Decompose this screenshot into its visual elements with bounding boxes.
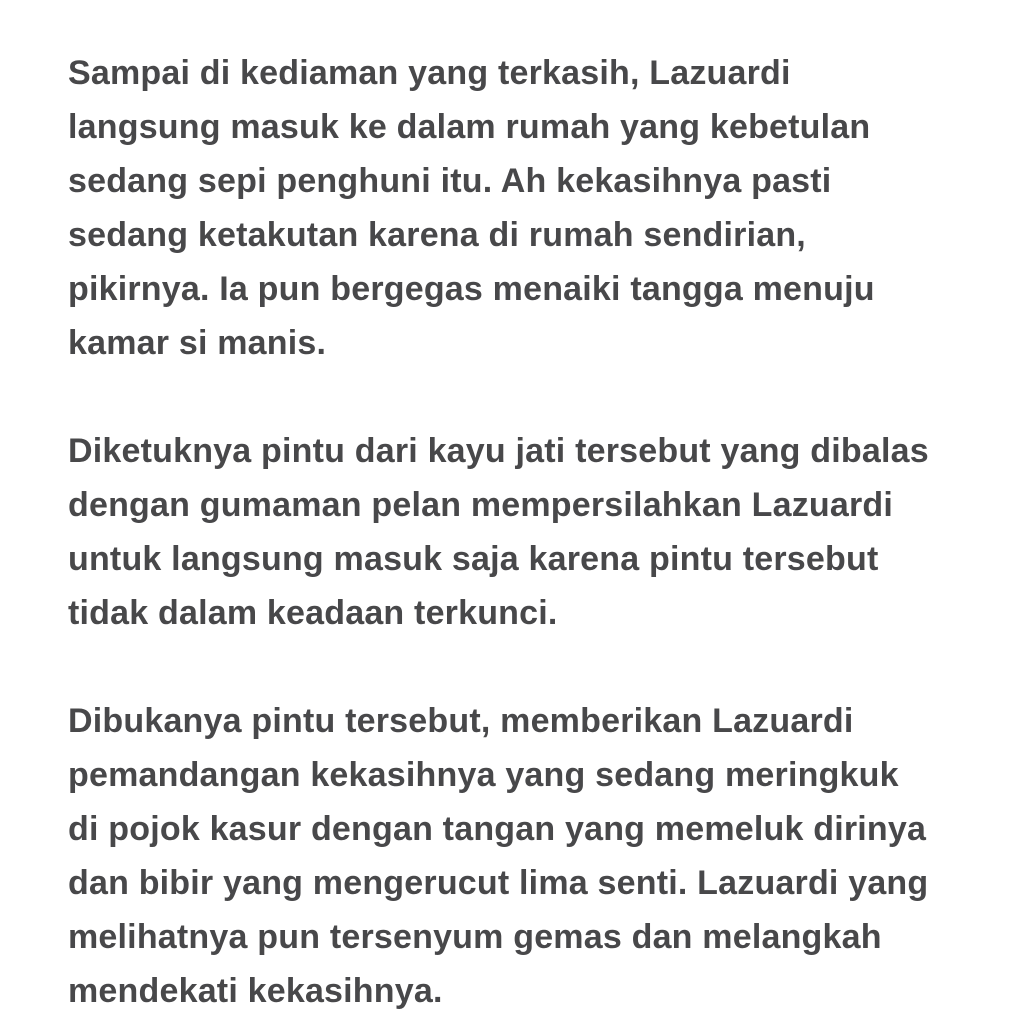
- text-line: Dibukanya pintu tersebut, memberikan Lazuardi: [68, 702, 854, 740]
- text-line: di pojok kasur dengan tangan yang memeluk dirinya: [68, 810, 927, 848]
- text-line: sedang ketakutan karena di rumah sendirian,: [68, 216, 806, 254]
- text-line: untuk langsung masuk saja karena pintu tersebut: [68, 540, 879, 578]
- text-line: mendekati kekasihnya.: [68, 972, 443, 1010]
- text-line: pemandangan kekasihnya yang sedang meringkuk: [68, 756, 899, 794]
- text-line: Sampai di kediaman yang terkasih, Lazuardi: [68, 54, 791, 92]
- paragraph-2: [68, 424, 998, 640]
- text-line: melihatnya pun tersenyum gemas dan melangkah: [68, 918, 882, 956]
- paragraph-3: [68, 694, 998, 1018]
- text-line: dengan gumaman pelan mempersilahkan Lazuardi: [68, 486, 894, 524]
- text-line: langsung masuk ke dalam rumah yang kebetulan: [68, 108, 871, 146]
- text-line: Diketuknya pintu dari kayu jati tersebut yang dibalas: [68, 432, 929, 470]
- note-body: [68, 46, 998, 1018]
- text-line: sedang sepi penghuni itu. Ah kekasihnya pasti: [68, 162, 832, 200]
- text-line: kamar si manis.: [68, 324, 327, 362]
- text-line: tidak dalam keadaan terkunci.: [68, 594, 558, 632]
- text-line: dan bibir yang mengerucut lima senti. Lazuardi yang: [68, 864, 929, 902]
- text-line: pikirnya. Ia pun bergegas menaiki tangga menuju: [68, 270, 875, 308]
- paragraph-1: [68, 46, 998, 370]
